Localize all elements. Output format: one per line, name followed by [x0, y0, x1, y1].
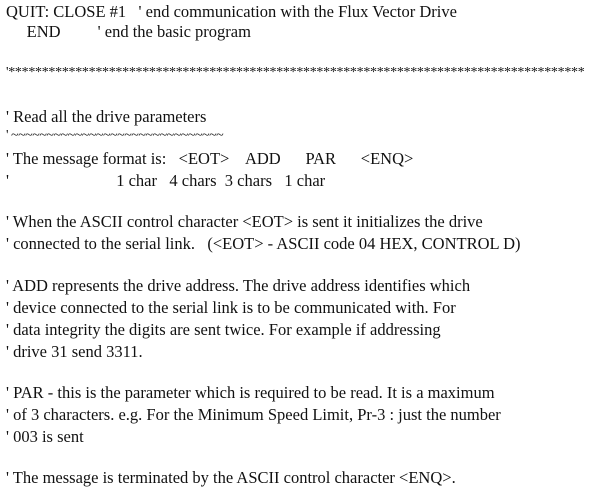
add-paragraph-line-2: ' device connected to the serial link is to be communicated with. For	[6, 298, 456, 317]
enq-paragraph-line: ' The message is terminated by the ASCII control character <ENQ>.	[6, 468, 456, 487]
tilde-underline: ' ~~~~~~~~~~~~~~~~~~~~~~~~~~~~~~	[6, 128, 224, 143]
message-format-line: ' The message format is: <EOT> ADD PAR <ENQ>	[6, 149, 414, 168]
asterisk-separator: '**************************************************************************************	[6, 65, 585, 80]
par-paragraph-line-1: ' PAR - this is the parameter which is required to be read. It is a maximum	[6, 383, 495, 402]
add-paragraph-line-4: ' drive 31 send 3311.	[6, 342, 143, 361]
eot-paragraph-line-1: ' When the ASCII control character <EOT> is sent it initializes the drive	[6, 212, 483, 231]
add-paragraph-line-3: ' data integrity the digits are sent twice. For example if addressing	[6, 320, 441, 339]
code-line-end: END ' end the basic program	[6, 22, 251, 41]
code-line-quit: QUIT: CLOSE #1 ' end communication with the Flux Vector Drive	[6, 2, 457, 21]
par-paragraph-line-2: ' of 3 characters. e.g. For the Minimum Speed Limit, Pr-3 : just the number	[6, 405, 501, 424]
comment-heading: ' Read all the drive parameters	[6, 107, 207, 126]
add-paragraph-line-1: ' ADD represents the drive address. The drive address identifies which	[6, 276, 471, 295]
par-paragraph-line-3: ' 003 is sent	[6, 427, 84, 446]
message-format-sizes: ' 1 char 4 chars 3 chars 1 char	[6, 171, 326, 190]
eot-paragraph-line-2: ' connected to the serial link. (<EOT> - ASCII code 04 HEX, CONTROL D)	[6, 234, 521, 253]
